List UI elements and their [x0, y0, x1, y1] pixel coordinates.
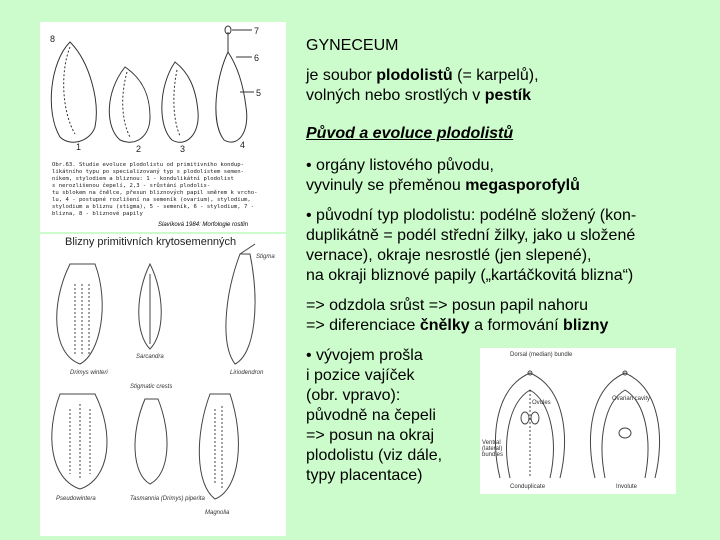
bullet-2-line-2: duplikátně = podél střední žilky, jako u složené [306, 227, 636, 244]
figure-label: Ovules [532, 400, 551, 406]
bullet-3-line-7: typy placentace) [306, 467, 423, 484]
species-label: Drimys winteri [70, 370, 108, 376]
species-label: Magnolia [205, 510, 230, 516]
species-label: Stigmatic crests [130, 384, 173, 390]
figure-label: Involute [616, 484, 638, 490]
section-heading: Původ a evoluce plodolistů [306, 125, 514, 142]
species-label: Pseudowintera [56, 496, 96, 502]
bullet-3-line-6: plodolistu (viz dále, [306, 447, 443, 464]
figure-number: 8 [50, 34, 56, 44]
carpel-evolution-figure [40, 22, 286, 232]
bullet-3-line-3: (obr. vpravo): [306, 387, 401, 404]
figure-number: 7 [254, 26, 260, 36]
species-label: Liriodendron [230, 370, 264, 376]
ovule-position-figure [480, 348, 676, 494]
bullet-3-line-5: => posun na okraj [306, 427, 435, 444]
primitive-stigmas-figure [40, 234, 286, 536]
bullet-3-line-2: i pozice vajíček [306, 367, 415, 384]
bullet-3-line-4: původně na čepeli [306, 407, 436, 424]
figure-number: 5 [256, 88, 262, 98]
figure-title: Blizny primitivních krytosemenných [65, 236, 237, 248]
arrows-line-1: => odzdola srůst => posun papil nahoru [306, 297, 588, 314]
page-title: GYNECEUM [306, 37, 399, 54]
figure-label: Ventral (lateral) bundles [482, 440, 504, 458]
figure-number: 3 [180, 144, 186, 154]
bullet-1-line-2: vyvinuly se přeměnou megasporofylů [306, 177, 580, 194]
species-label: Stigma [256, 254, 275, 260]
figure-number: 4 [240, 140, 246, 150]
figure-number: 2 [136, 144, 142, 154]
species-label: Tasmannia (Drimys) piperita [130, 496, 205, 502]
figure-source: Slavíková 1984: Morfologie rostlin [158, 222, 249, 228]
definition-line-2: volných nebo srostlých v pestík [306, 87, 531, 104]
ovule-drawings [480, 348, 676, 494]
figure-number: 6 [254, 53, 260, 63]
bullet-2-line-3: vernace), okraje nesrostlé (jen slepené), [306, 247, 592, 264]
bullet-2-line-4: na okraji bliznové papily („kartáčkovitá blizna“) [306, 267, 634, 284]
figure-label: Conduplicate [510, 484, 546, 490]
figure-label: Dorsal (median) bundle [510, 352, 573, 358]
figure-label: Ovarian cavity [612, 396, 651, 402]
bullet-3-line-1: • vývojem prošla [306, 347, 423, 364]
species-label: Sarcandra [136, 354, 164, 360]
figure-caption: Obr.63. Studie evoluce plodolistu od primitivního kondup- likátního typu po specializovaný typ s plodolistem semen- níkem, stylodiem a bliznou: 1 - kondulikátní plodolist s nerozlišenou čepelí, 2,3 - srůstání plodolis- tu sblokem na čnělce, přesun bliznových papil směrem k vrcho- lu, 4 - postupné rozlišení na semeník (ovarium), stylodium, stylodium a bliznu (stigma), 5 - semeník, 6 - stylodium, 7 - blizna, 8 - bliznové papily [52, 162, 258, 217]
figure-number: 1 [76, 142, 82, 152]
bullet-2-line-1: • původní typ plodolistu: podélně složený (kon- [306, 207, 637, 224]
arrows-line-2: => diferenciace čnělky a formování blizny [306, 317, 609, 334]
definition-line-1: je soubor plodolistů (= karpelů), [306, 67, 539, 84]
bullet-1-line-1: • orgány listového původu, [306, 157, 494, 174]
